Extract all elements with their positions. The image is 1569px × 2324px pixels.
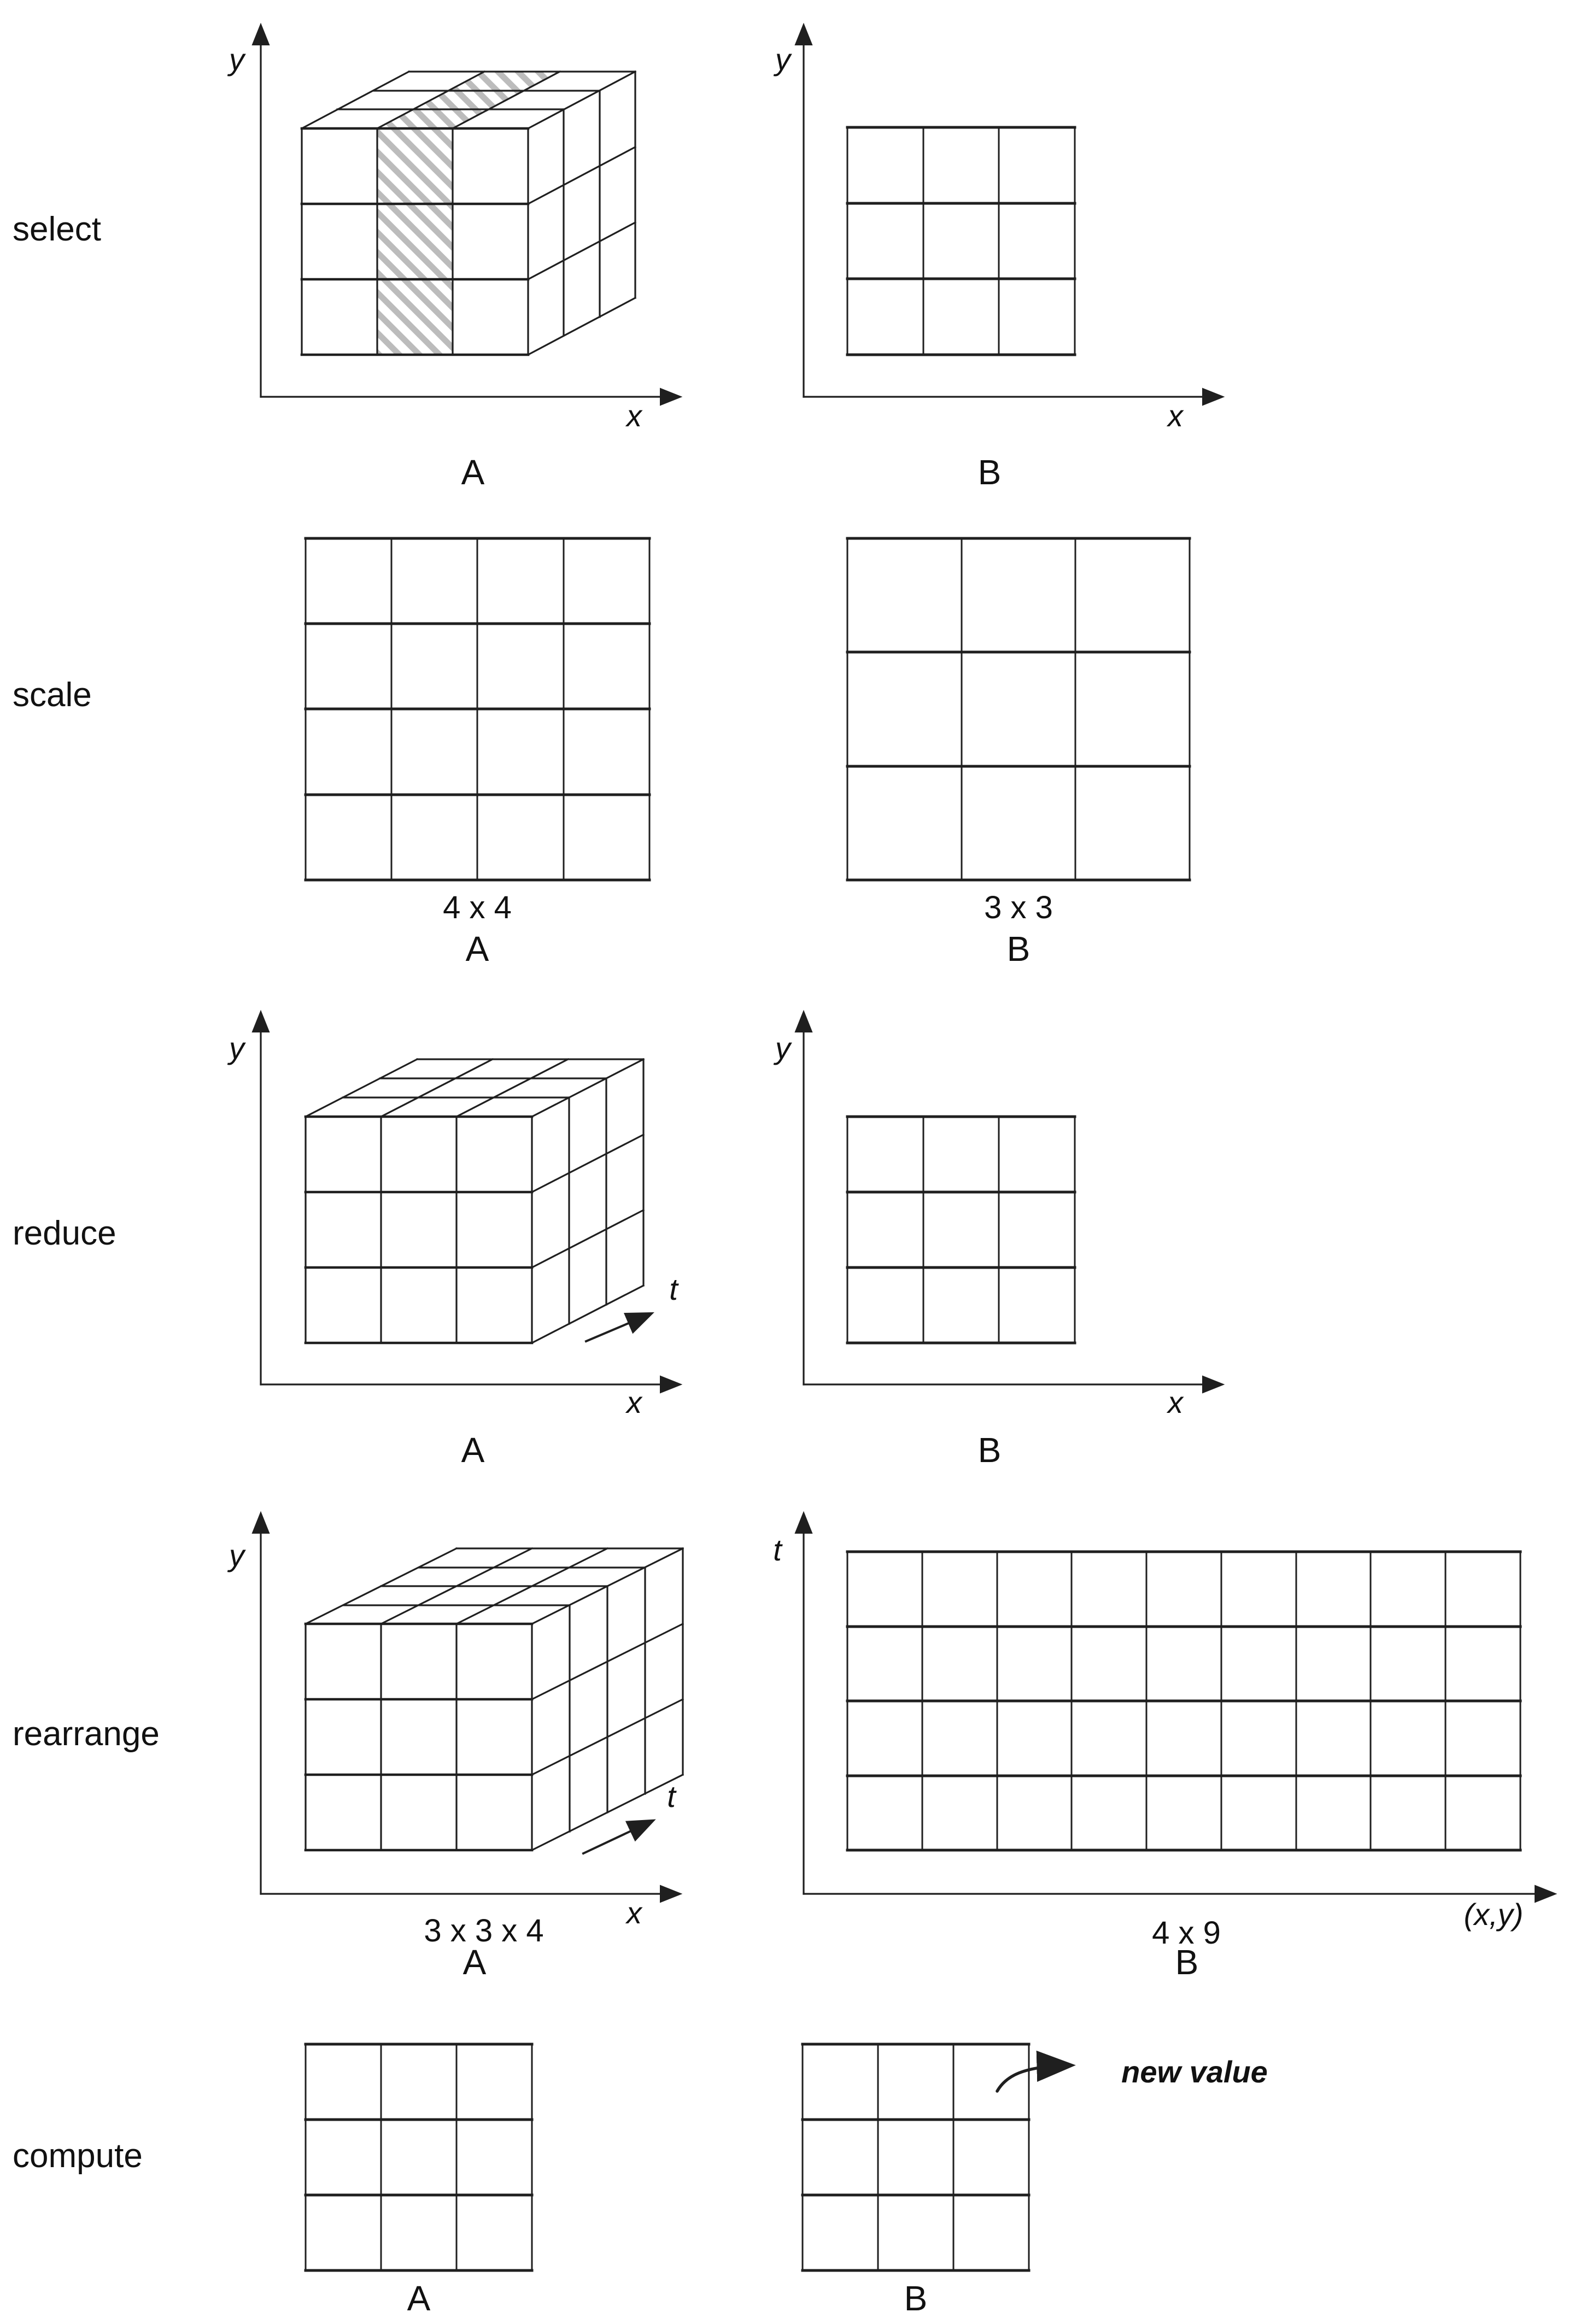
row-select — [13, 28, 1219, 492]
grid-rows — [306, 2044, 532, 2270]
grid-3x3 — [847, 127, 1075, 355]
figure-label-b: B — [1175, 1942, 1199, 1982]
figure-label-b: B — [904, 2279, 928, 2318]
cube-3x3x3-reduce — [306, 1059, 643, 1343]
row-compute — [13, 2044, 1268, 2318]
grid-3x3 — [847, 538, 1190, 880]
y-axis — [227, 28, 261, 397]
x-axis — [804, 1384, 1219, 1419]
cube-front-columns — [306, 1624, 532, 1850]
x-axis-label: x — [627, 398, 642, 433]
grid-4x9 — [847, 1552, 1520, 1850]
grid-3x3 — [847, 1117, 1075, 1343]
grid-3x3 — [803, 2044, 1029, 2270]
cube-right-face — [532, 1059, 643, 1343]
cube-right-face — [532, 1548, 683, 1850]
hatched-slice-front — [377, 128, 453, 355]
row-label-scale: scale — [13, 676, 92, 714]
y-axis — [773, 1016, 804, 1384]
figure-label-a: A — [461, 453, 485, 492]
figure-label-a: A — [462, 1942, 487, 1982]
cube-3x3x4-rearrange — [306, 1548, 683, 1850]
t-axis-label: t — [669, 1272, 678, 1306]
y-axis-label: y — [229, 1031, 244, 1065]
t-axis-label: t — [773, 1533, 782, 1567]
figure-rearrange-b — [773, 1517, 1552, 1982]
x-axis — [261, 397, 677, 433]
grid-rows — [847, 1552, 1520, 1850]
row-label-compute: compute — [13, 2137, 143, 2175]
t-axis-arrow — [583, 1822, 649, 1853]
cube-front-rows — [306, 1624, 532, 1850]
grid-rows — [847, 538, 1190, 880]
row-label-select: select — [13, 210, 101, 248]
grid-rows — [803, 2044, 1029, 2270]
t-axis-vertical — [773, 1517, 804, 1894]
grid-rows — [847, 1117, 1075, 1343]
grid-columns — [306, 2044, 532, 2270]
y-axis-label: y — [775, 42, 791, 77]
figure-label-b: B — [977, 453, 1002, 492]
figure-select-a — [227, 28, 677, 492]
y-axis — [773, 28, 804, 397]
cube-top-face — [306, 1548, 683, 1624]
figure-reduce-a — [227, 1016, 679, 1470]
figure-rearrange-a — [227, 1517, 683, 1982]
cube-3x3x3-select — [302, 72, 635, 355]
figure-label-b: B — [977, 1430, 1002, 1470]
t-axis — [586, 1272, 679, 1341]
figure-scale-b — [847, 538, 1190, 969]
dims-label-b: 3 x 3 — [984, 890, 1053, 925]
t-axis — [583, 1779, 677, 1853]
dims-label-a: 3 x 3 x 4 — [424, 1913, 544, 1949]
grid-columns — [847, 538, 1190, 880]
x-axis-label: x — [1168, 398, 1183, 433]
x-axis-label: x — [1168, 1385, 1183, 1419]
x-axis-label: x — [627, 1385, 642, 1419]
row-label-reduce: reduce — [13, 1214, 116, 1252]
y-axis — [227, 1016, 261, 1384]
y-axis-label: y — [775, 1031, 791, 1065]
y-axis-label: y — [229, 1538, 244, 1572]
x-axis-label: x — [627, 1895, 642, 1930]
new-value-annotation — [997, 2055, 1268, 2091]
new-value-label: new value — [1121, 2055, 1268, 2089]
grid-4x4 — [306, 538, 649, 880]
row-label-rearrange: rearrange — [13, 1715, 160, 1753]
row-rearrange — [13, 1517, 1552, 1982]
figure-label-a: A — [461, 1430, 485, 1470]
grid-columns — [847, 1117, 1075, 1343]
dims-label-b: 4 x 9 — [1152, 1915, 1221, 1951]
figure-label-b: B — [1006, 929, 1031, 969]
figure-label-a: A — [407, 2279, 431, 2318]
t-axis-arrow — [586, 1315, 648, 1341]
figure-label-a: A — [465, 929, 489, 969]
xy-axis-label: (x,y) — [1463, 1897, 1524, 1932]
cube-front-rows — [306, 1117, 532, 1343]
cube-front-columns — [306, 1117, 532, 1343]
t-axis-label: t — [667, 1779, 676, 1814]
y-axis — [227, 1517, 261, 1894]
x-axis — [261, 1384, 677, 1419]
dims-label-a: 4 x 4 — [443, 890, 512, 925]
figure-scale-a — [306, 538, 649, 969]
figure-reduce-b — [773, 1016, 1219, 1470]
figure-compute-b — [803, 2044, 1268, 2318]
x-axis — [804, 397, 1219, 433]
row-scale — [13, 538, 1190, 969]
grid-columns — [847, 127, 1075, 355]
y-axis-label: y — [229, 42, 244, 77]
grid-rows — [847, 127, 1075, 355]
cube-top-face — [306, 1059, 643, 1117]
grid-3x3 — [306, 2044, 532, 2270]
figure-compute-a — [306, 2044, 532, 2318]
new-value-arrow — [997, 2065, 1066, 2091]
figure-select-b — [773, 28, 1219, 492]
row-reduce — [13, 1016, 1219, 1470]
cube-right-face — [528, 72, 635, 355]
grid-columns — [803, 2044, 1029, 2270]
